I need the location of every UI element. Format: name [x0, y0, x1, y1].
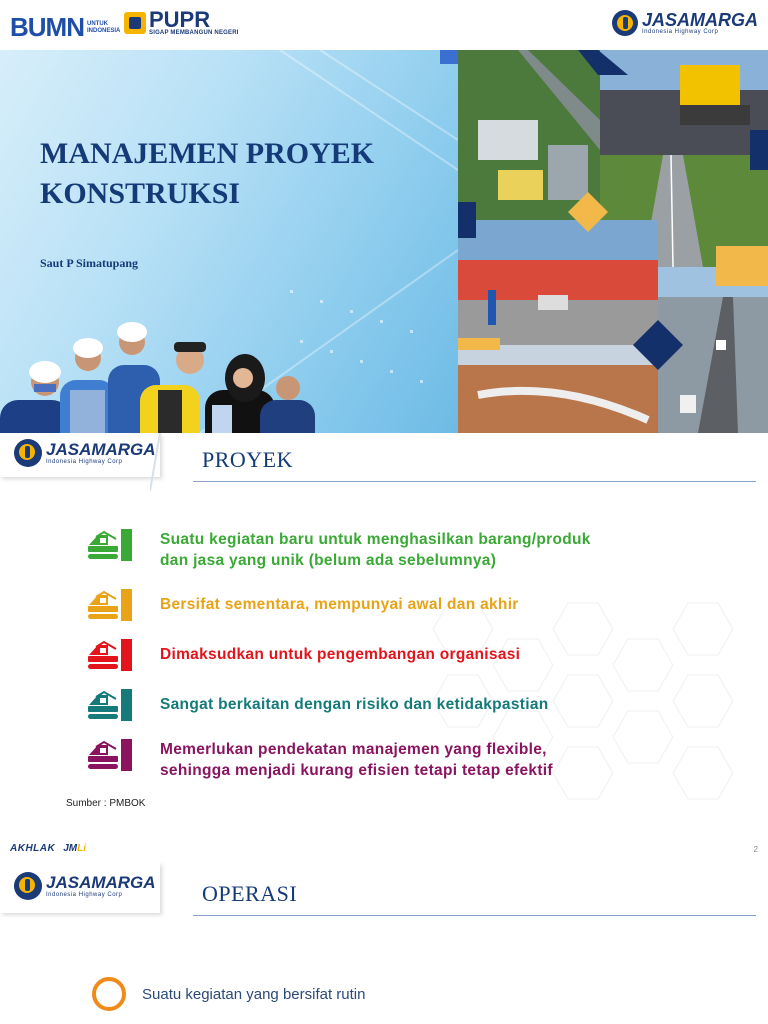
- jasamarga-logo: [14, 872, 156, 900]
- excavator-icon: [86, 589, 120, 621]
- pupr-emblem-icon: [124, 12, 146, 34]
- workers-photo: [0, 320, 320, 433]
- list-item: [86, 739, 666, 781]
- title-divider: [193, 481, 756, 482]
- item-text: [160, 689, 549, 715]
- slide-title: PROYEK: [202, 447, 294, 472]
- list-item: [86, 589, 666, 621]
- list-item: [86, 639, 666, 671]
- jasamarga-emblem-icon: [612, 10, 638, 36]
- collage-photos: [458, 50, 768, 433]
- item-text-line: Bersifat sementara, mempunyai awal dan akhir: [160, 596, 519, 613]
- bumn-sub-line1: UNTUK: [87, 20, 108, 27]
- list-item: [86, 529, 666, 571]
- jasamarga-emblem-icon: [14, 872, 42, 900]
- pupr-logo-word: PUPR: [149, 7, 211, 32]
- jasamarga-logo: [612, 10, 758, 36]
- jasamarga-emblem-icon: [14, 439, 42, 467]
- title-slide: [0, 0, 768, 433]
- pupr-logo: [124, 7, 239, 36]
- slide-operasi: [0, 863, 768, 1024]
- jmli-logo: [63, 843, 86, 854]
- bumn-logo-subtext: [87, 21, 120, 35]
- item-text: [160, 589, 519, 615]
- pupr-tagline: SIGAP MEMBANGUN NEGERI: [149, 30, 239, 36]
- item-text: [160, 529, 591, 571]
- page-number: 2: [753, 845, 758, 854]
- item-color-bar: [121, 529, 132, 561]
- list-item: [92, 977, 365, 1011]
- item-color-bar: [121, 639, 132, 671]
- item-text-line: dan jasa yang unik (belum ada sebelumnya): [160, 552, 497, 569]
- decor-square: [440, 50, 458, 64]
- slide-header-logo-band: [0, 433, 160, 477]
- title-line-1: MANAJEMEN PROYEK: [40, 137, 375, 170]
- jasamarga-tagline: Indonesia Highway Corp: [46, 892, 123, 898]
- item-text-line: Memerlukan pendekatan manajemen yang flexible,: [160, 741, 547, 758]
- jmli-logo-part-a: JM: [63, 843, 78, 854]
- item-text: [160, 639, 520, 665]
- item-color-bar: [121, 739, 132, 771]
- slide-header-logo-band: [0, 863, 160, 913]
- title-line-2: KONSTRUKSI: [40, 177, 241, 210]
- hero-background: [0, 50, 458, 433]
- item-text-line: Suatu kegiatan baru untuk menghasilkan barang/produk: [160, 531, 591, 548]
- slide-title: OPERASI: [202, 881, 298, 906]
- jasamarga-logo: [14, 439, 156, 467]
- item-color-bar: [121, 589, 132, 621]
- source-note: Sumber : PMBOK: [66, 798, 146, 809]
- jasamarga-tagline: Indonesia Highway Corp: [641, 29, 719, 35]
- jasamarga-logo-word: JASAMARGA: [46, 440, 156, 459]
- item-color-bar: [121, 689, 132, 721]
- author-name: Saut P Simatupang: [40, 256, 139, 270]
- jasamarga-logo-word: JASAMARGA: [641, 10, 758, 30]
- excavator-icon: [86, 739, 120, 771]
- presentation-title: [40, 134, 420, 214]
- slide-proyek: [0, 433, 768, 863]
- footer-logos: [10, 843, 86, 854]
- item-text-line: Dimaksudkan untuk pengembangan organisasi: [160, 646, 521, 663]
- bumn-logo-word: BUMN: [10, 12, 84, 42]
- bumn-logo: [10, 12, 120, 43]
- item-text: Suatu kegiatan yang bersifat rutin: [142, 985, 366, 1003]
- logo-bar: [0, 0, 768, 50]
- list-item: [86, 689, 666, 721]
- excavator-icon: [86, 529, 120, 561]
- bumn-sub-line2: INDONESIA: [87, 27, 121, 34]
- proyek-list: [86, 529, 666, 781]
- item-text: [160, 739, 553, 781]
- project-photo-collage: [458, 50, 768, 433]
- item-text-line: sehingga menjadi kurang efisien tetapi tetap efektif: [160, 762, 553, 779]
- bullet-ring-icon: [92, 977, 126, 1011]
- excavator-icon: [86, 689, 120, 721]
- jasamarga-logo-word: JASAMARGA: [46, 873, 156, 892]
- title-divider: [193, 915, 756, 916]
- jasamarga-tagline: Indonesia Highway Corp: [46, 459, 123, 465]
- item-text-line: Sangat berkaitan dengan risiko dan ketidakpastian: [160, 696, 549, 713]
- excavator-icon: [86, 639, 120, 671]
- akhlak-logo: AKHLAK: [10, 843, 56, 854]
- jmli-logo-part-b: Li: [77, 843, 87, 854]
- header-stripe: [150, 433, 190, 493]
